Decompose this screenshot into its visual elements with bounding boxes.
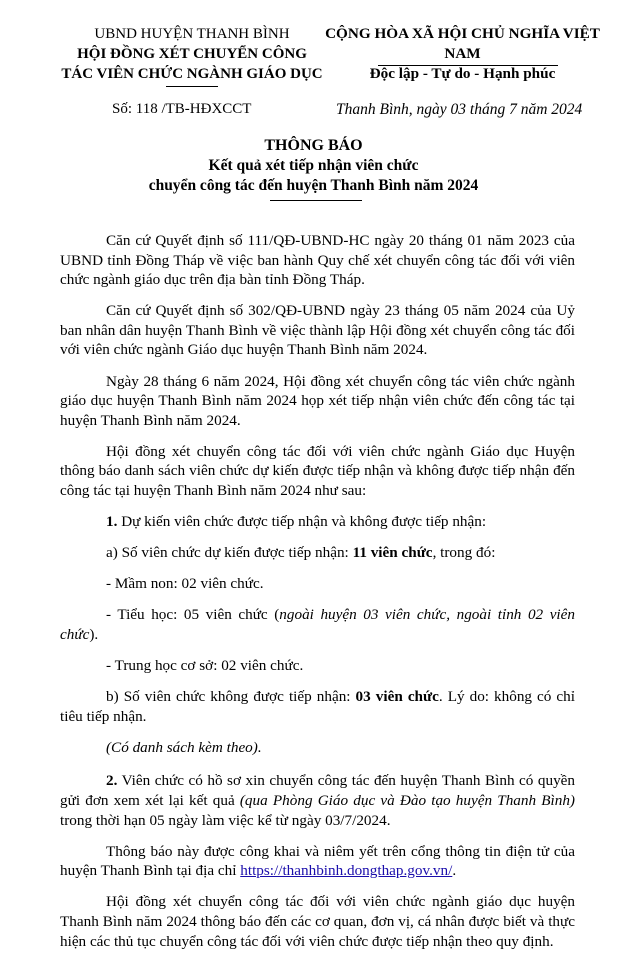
paragraph-publication	[60, 842, 575, 881]
section-1-text: Dự kiến viên chức được tiếp nhận và không được tiếp nhận:	[117, 513, 487, 531]
national-motto	[306, 24, 619, 84]
paragraph-meeting: Ngày 28 tháng 6 năm 2024, Hội đồng xét chuyển công tác viên chức ngành giáo dục huyện Thanh Bình năm 2024 họp xét tiếp nhận viên chức đến công tác tại huyện Thanh Bình năm 2024.	[60, 372, 575, 429]
item-a-suffix: , trong đó:	[432, 544, 496, 562]
publication-suffix: .	[452, 862, 457, 880]
motto: Độc lập - Tự do - Hạnh phúc	[369, 65, 556, 82]
attachment-note	[60, 738, 575, 758]
section-1-number: 1.	[106, 513, 118, 531]
title-line-2: Kết quả xét tiếp nhận viên chức	[208, 157, 419, 174]
item-b-count: 03 viên chức	[355, 688, 439, 706]
authority-line-2: HỘI ĐỒNG XÉT CHUYỂN CÔNG	[77, 46, 307, 62]
item-b-prefix: b) Số viên chức không được tiếp nhận:	[106, 688, 356, 706]
publication-prefix: Thông báo này được công khai và niêm yết trên cổng thông tin điện tử của huyện Thanh Bình tại địa chỉ	[60, 842, 575, 880]
motto-underline	[378, 65, 558, 66]
section-2-detail: (qua Phòng Giáo dục và Đào tạo huyện Thanh Bình)	[239, 792, 575, 810]
authority-line-3: TÁC VIÊN CHỨC NGÀNH GIÁO DỤC	[61, 66, 323, 82]
section-1	[60, 512, 575, 532]
issuing-authority	[60, 24, 324, 84]
item-tieu-hoc	[60, 605, 575, 644]
paragraph-basis-1: Căn cứ Quyết định số 111/QĐ-UBND-HC ngày 20 tháng 01 năm 2023 của UBND tỉnh Đồng Tháp về việc ban hành Quy chế xét chuyển công tác đối với viên chức ngành giáo dục trên địa bàn tỉnh Đồng Tháp.	[60, 232, 575, 289]
document-title	[0, 136, 627, 196]
place-date: Thanh Bình, ngày 03 tháng 7 năm 2024	[336, 101, 583, 118]
authority-underline	[166, 86, 218, 87]
item-tieu-hoc-suffix: ).	[89, 626, 99, 643]
paragraph-announce: Hội đồng xét chuyển công tác đối với viên chức ngành Giáo dục Huyện thông báo danh sách viên chức dự kiến được tiếp nhận và không được tiếp nhận đến công tác tại huyện Thanh Bình năm 2024 như sau:	[60, 442, 575, 500]
section-2	[60, 771, 575, 830]
document-number: Số: 118 /TB-HĐXCCT	[112, 101, 252, 117]
item-thcs: - Trung học cơ sở: 02 viên chức.	[106, 657, 304, 675]
title-line-1: THÔNG BÁO	[264, 137, 363, 154]
item-a-count: 11 viên chức	[352, 544, 433, 562]
attachment-note-text: (Có danh sách kèm theo).	[106, 738, 262, 756]
document-body	[60, 231, 575, 963]
section-2-prefix: Viên chức có hồ sơ xin chuyển công tác đến huyện Thanh Bình có quyền gửi đơn xem xét lại kết quả	[60, 772, 575, 810]
authority-line-1: UBND HUYỆN THANH BÌNH	[94, 26, 290, 42]
paragraph-closing: Hội đồng xét chuyển công tác đối với viên chức ngành giáo dục huyện Thanh Bình năm 2024 thông báo đến các cơ quan, đơn vị, cá nhân được biết và thực hiện các thủ tục chuyển công tác đối với viên chức được tiếp nhận theo quy định.	[60, 893, 575, 950]
item-b-suffix: . Lý do: không có chỉ tiêu tiếp nhận.	[60, 688, 575, 725]
section-2-suffix: trong thời hạn 05 ngày làm việc kể từ ngày 03/7/2024.	[60, 811, 391, 829]
country-name: CỘNG HÒA XÃ HỘI CHỦ NGHĨA VIỆT NAM	[325, 25, 600, 62]
item-a	[60, 543, 575, 563]
title-underline	[270, 200, 362, 201]
item-tieu-hoc-prefix: - Tiểu học: 05 viên chức (	[106, 606, 280, 624]
portal-link[interactable]: https://thanhbinh.dongthap.gov.vn/	[240, 862, 453, 880]
item-mam-non: - Mầm non: 02 viên chức.	[106, 575, 264, 593]
item-tieu-hoc-detail: ngoài huyện 03 viên chức, ngoài tỉnh 02 viên chức	[60, 606, 575, 643]
paragraph-basis-2: Căn cứ Quyết định số 302/QĐ-UBND ngày 23 tháng 05 năm 2024 của Uỷ ban nhân dân huyện Thanh Bình về việc thành lập Hội đồng xét chuyển công tác đối với viên chức ngành Giáo dục huyện Thanh Bình năm 2024.	[60, 302, 575, 359]
section-2-number: 2.	[106, 772, 118, 790]
item-a-prefix: a) Số viên chức dự kiến được tiếp nhận:	[106, 544, 353, 562]
title-line-3: chuyển công tác đến huyện Thanh Bình năm 2024	[148, 177, 479, 194]
item-b	[60, 687, 575, 726]
